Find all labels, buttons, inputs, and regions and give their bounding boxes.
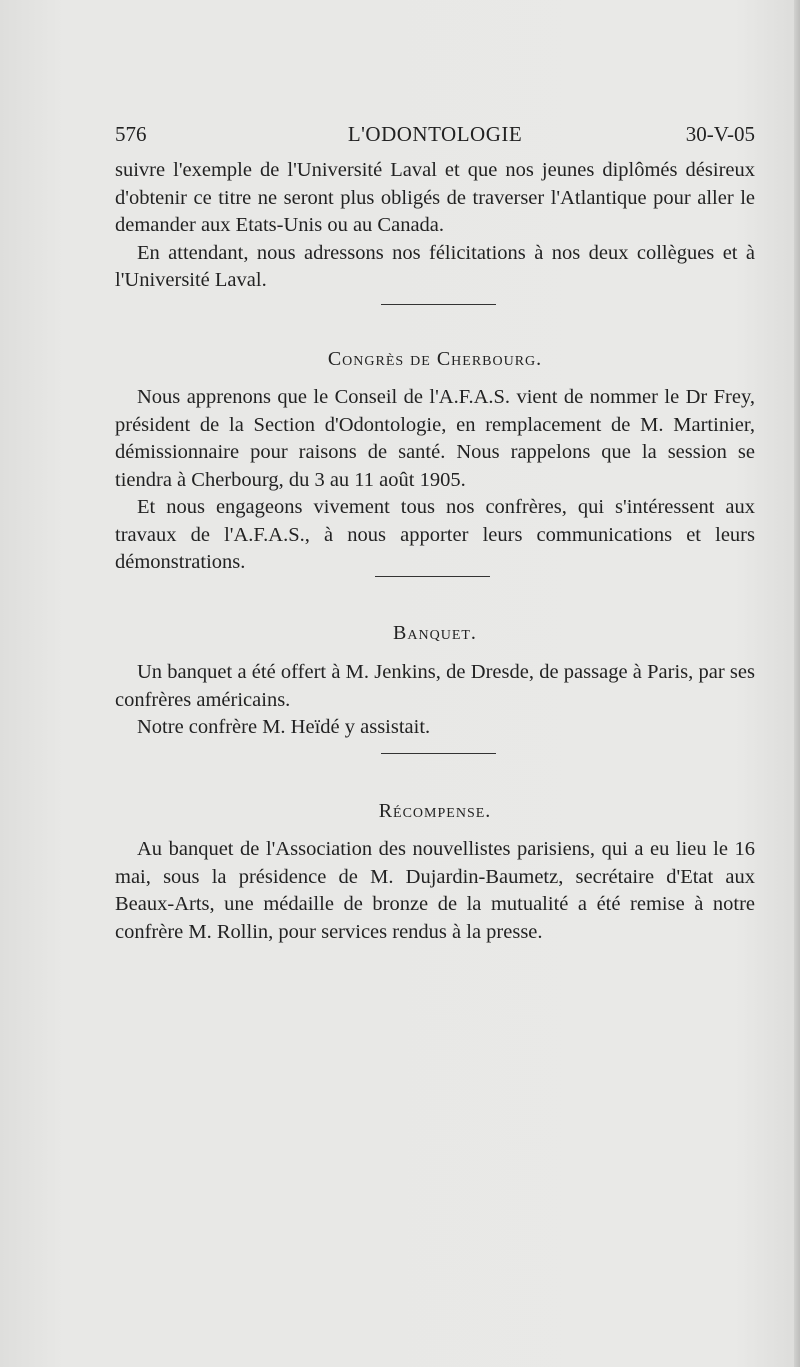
section-body-recompense xyxy=(115,836,755,946)
paragraph: Un banquet a été offert à M. Jenkins, de Dresde, de passage à Paris, par ses confrères américains. xyxy=(115,661,755,711)
paragraph: Et nous engageons vivement tous nos confrères, qui s'intéressent aux travaux de l'A.F.A.S., à nous apporter leurs communications et leurs démonstrations. xyxy=(115,496,755,573)
paragraph: Notre confrère M. Heïdé y assistait. xyxy=(137,716,431,738)
section-heading-banquet: Banquet. xyxy=(393,622,477,644)
paragraph: En attendant, nous adressons nos félicitations à nos deux collègues et à l'Université Laval. xyxy=(115,241,755,291)
paragraph: suivre l'exemple de l'Université Laval et que nos jeunes diplômés désireux d'obtenir ce titre ne seront plus obligés de traverser l'Atlantique pour aller le demander aux Etats-Unis ou au Canada. xyxy=(115,159,755,236)
paragraph: Nous apprenons que le Conseil de l'A.F.A.S. vient de nommer le Dr Frey, président de la Section d'Odontologie, en remplacement de M. Martinier, démissionnaire pour raisons de santé. Nous rappelons que la session se tiendra à Cherbourg, du 3 au 11 août 1905. xyxy=(115,386,755,491)
section-divider xyxy=(381,304,496,305)
running-header xyxy=(115,122,755,152)
section-divider xyxy=(381,753,496,754)
section-heading-recompense: Récompense. xyxy=(378,800,492,822)
section-heading-cherbourg: Congrès de Cherbourg. xyxy=(327,348,543,370)
section-divider xyxy=(375,576,490,577)
section-body-cherbourg xyxy=(115,384,755,577)
paragraph: Au banquet de l'Association des nouvellistes parisiens, qui a eu lieu le 16 mai, sous la présidence de M. Dujardin-Baumetz, secrétaire d'Etat aux Beaux-Arts, une médaille de bronze de la mutualité a été remise à notre confrère M. Rollin, pour services rendus à la presse. xyxy=(115,838,755,943)
issue-date: 30-V-05 xyxy=(685,122,755,146)
page-number: 576 xyxy=(115,122,147,146)
journal-title: L'ODONTOLOGIE xyxy=(347,122,523,146)
continuation-block xyxy=(115,157,755,295)
page-edge xyxy=(794,0,800,1367)
section-body-banquet xyxy=(115,659,755,742)
